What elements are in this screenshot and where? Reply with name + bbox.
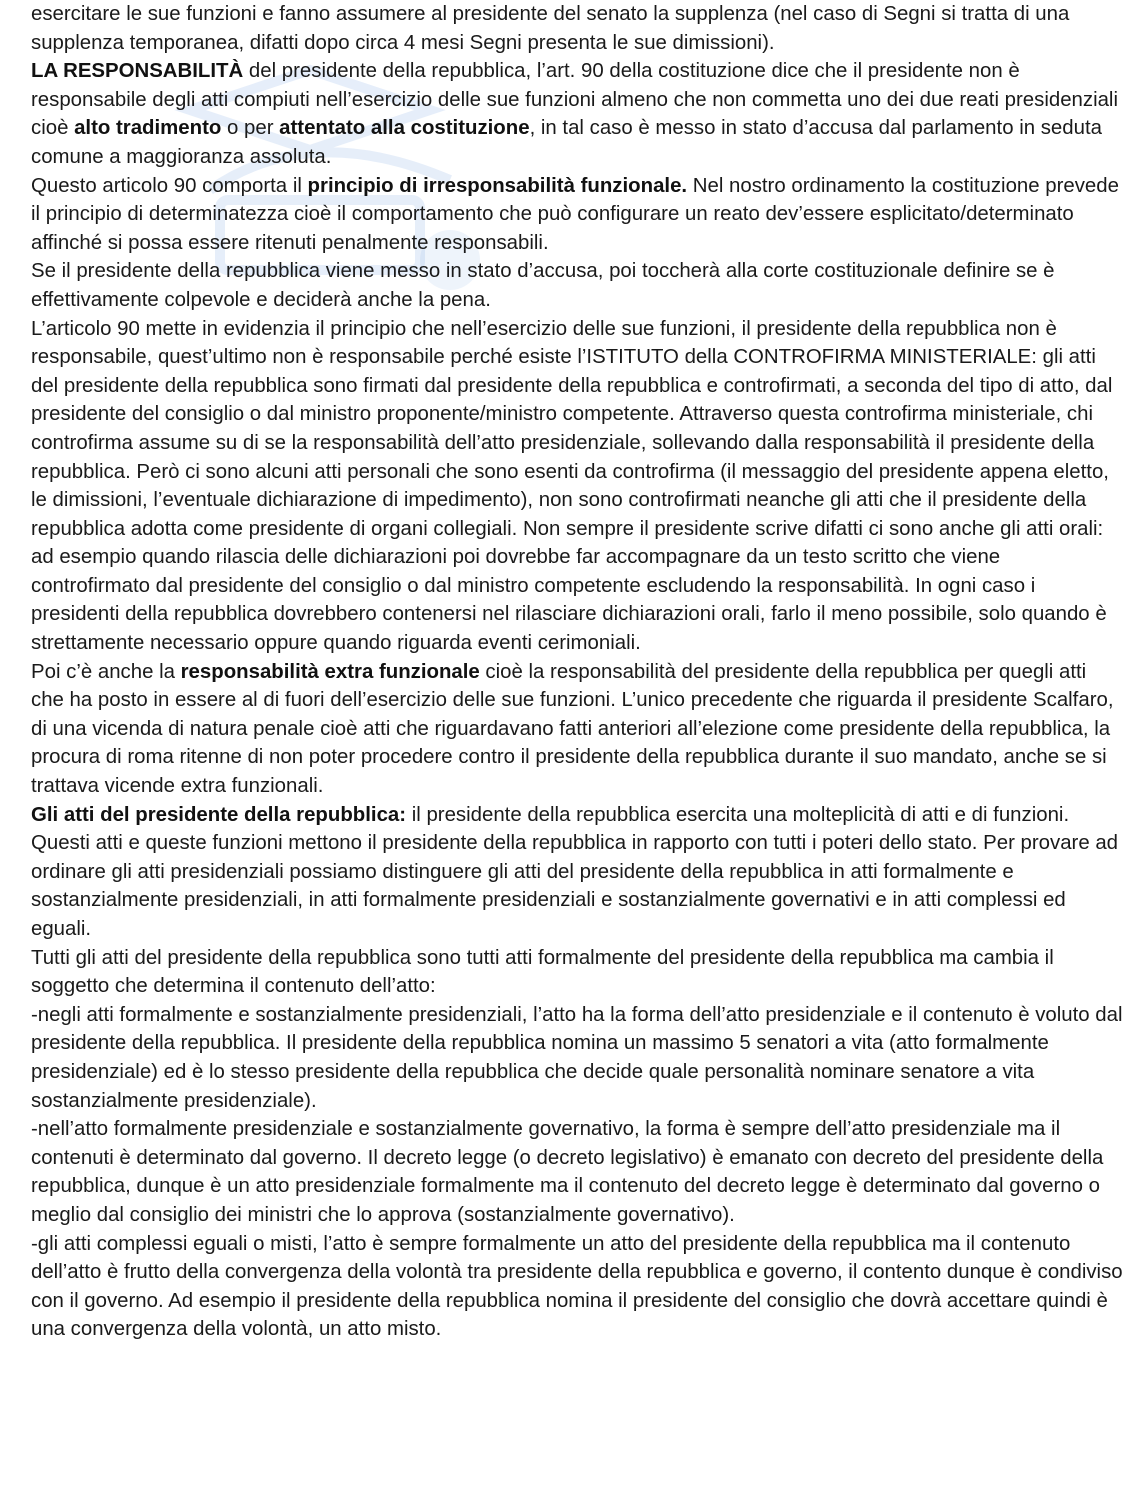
paragraph (31, 944, 1123, 1001)
document-body (31, 0, 1123, 1344)
text-run: -nell’atto formalmente presidenziale e sostanzialmente governativo, la forma è sempre dell’atto presidenziale ma il contenuti è determinato dal governo. Il decreto legge (o decreto legislativo) è emanato con decreto del presidente della repubblica, dunque è un atto presidenziale formalmente ma il contenuto del decreto legge è determinato dal governo o meglio dal consiglio dei ministri che lo approva (sostanzialmente governativo). (31, 1118, 1104, 1226)
bold-text: principio di irresponsabilità funzionale. (307, 174, 688, 197)
paragraph (31, 658, 1123, 801)
text-run: il presidente della repubblica esercita una molteplicità di atti e di funzioni. Questi atti e queste funzioni mettono il presidente della repubblica in rapporto con tutti i poteri dello stato. Per provare ad ordinare gli atti presidenziali possiamo distinguere gli atti del presidente della repubblica in atti formalmente e sostanzialmente presidenziali, in atti formalmente presidenziali e sostanzialmente governativi e in atti complessi ed eguali. (31, 803, 1119, 940)
bold-text: attentato alla costituzione (279, 117, 530, 140)
text-run: Poi c’è anche la (31, 660, 181, 683)
text-run: esercitare le sue funzioni e fanno assumere al presidente del senato la supplenza (nel caso di Segni si tratta di una supplenza temporanea, difatti dopo circa 4 mesi Segni presenta le sue dimissioni). (31, 3, 1070, 54)
paragraph (31, 172, 1123, 258)
bold-text: LA RESPONSABILITÀ (31, 60, 244, 83)
paragraph (31, 1001, 1123, 1115)
paragraph (31, 1230, 1123, 1344)
text-run: , in tal caso è messo in stato d’accusa dal parlamento in seduta comune a maggioranza assoluta. (31, 117, 1102, 168)
text-run: o per (221, 117, 280, 140)
text-run: Tutti gli atti del presidente della repubblica sono tutti atti formalmente del presidente della repubblica ma cambia il soggetto che determina il contenuto dell’atto: (31, 946, 1054, 998)
text-run: del presidente della repubblica, l’art. 90 della costituzione dice che il presidente non è responsabile degli atti compiuti nell’esercizio delle sue funzioni almeno che non commetta uno dei due reati presidenziali cioè (31, 60, 1118, 140)
bold-text: Gli atti del presidente della repubblica: (31, 803, 407, 826)
text-run: -negli atti formalmente e sostanzialmente presidenziali, l’atto ha la forma dell’atto presidenziale e il contenuto è voluto dal presidente della repubblica. Il presidente della repubblica nomina un massimo 5 senatori a vita (atto formalmente presidenziale) ed è lo stesso presidente della repubblica che decide quale personalità nominare senatore a vita sostanzialmente presidenziale). (31, 1003, 1123, 1112)
paragraph (31, 1115, 1123, 1229)
paragraph (31, 257, 1123, 314)
paragraph (31, 0, 1123, 57)
text-run: Questo articolo 90 comporta il (31, 174, 308, 197)
bold-text: responsabilità extra funzionale (180, 660, 480, 683)
paragraph (31, 315, 1123, 658)
text-run: -gli atti complessi eguali o misti, l’atto è sempre formalmente un atto del presidente della repubblica ma il contenuto dell’atto è frutto della convergenza della volontà tra presidente della repubblica e governo, il contento dunque è condiviso con il governo. Ad esempio il presidente della repubblica nomina il presidente del consiglio che dovrà accettare quindi è una convergenza della volontà, un atto misto. (31, 1232, 1123, 1341)
text-run: cioè la responsabilità del presidente della repubblica per quegli atti che ha posto in essere al di fuori dell’esercizio delle sue funzioni. L’unico precedente che riguarda il presidente Scalfaro, di una vicenda di natura penale cioè atti che riguardavano fatti anteriori all’elezione come presidente della repubblica, la procura di roma ritenne di non poter procedere contro il presidente della repubblica durante il suo mandato, anche se si trattava vicende extra funzionali. (31, 660, 1114, 798)
paragraph (31, 57, 1123, 171)
bold-text: alto tradimento (74, 117, 222, 140)
text-run: Se il presidente della repubblica viene messo in stato d’accusa, poi toccherà alla corte costituzionale definire se è effettivamente colpevole e deciderà anche la pena. (31, 260, 1055, 311)
text-run: L’articolo 90 mette in evidenzia il principio che nell’esercizio delle sue funzioni, il presidente della repubblica non è responsabile, quest’ultimo non è responsabile perché esiste l’ISTITUTO della CONTROFIRMA MINISTERIALE: gli atti del presidente della repubblica sono firmati dal presidente della repubblica e controfirmati, a seconda del tipo di atto, dal presidente del consiglio o dal ministro proponente/ministro competente. Attraverso questa controfirma ministeriale, chi controfirma assume su di se la responsabilità dell’atto presidenziale, sollevando dalla responsabilità il presidente della repubblica. Però ci sono alcuni atti personali che sono esenti da controfirma (il messaggio del presidente appena eletto, le dimissioni, l’eventuale dichiarazione di impedimento), non sono controfirmati neanche gli atti che il presidente della repubblica adotta come presidente di organi collegiali. Non sempre il presidente scrive difatti ci sono anche gli atti orali: ad esempio quando rilascia delle dichiarazioni poi dovrebbe far accompagnare da un testo scritto che viene controfirmato dal presidente del consiglio o dal ministro competente escludendo la responsabilità. In ogni caso i presidenti della repubblica dovrebbero contenersi nel rilasciare dichiarazioni orali, farlo il meno possibile, solo quando è strettamente necessario oppure quando riguarda eventi cerimoniali. (31, 317, 1113, 655)
paragraph (31, 801, 1123, 944)
text-run: Nel nostro ordinamento la costituzione prevede il principio di determinatezza cioè il comportamento che può configurare un reato dev’essere esplicitato/determinato affinché si possa essere ritenuti penalmente responsabili. (31, 174, 1119, 254)
